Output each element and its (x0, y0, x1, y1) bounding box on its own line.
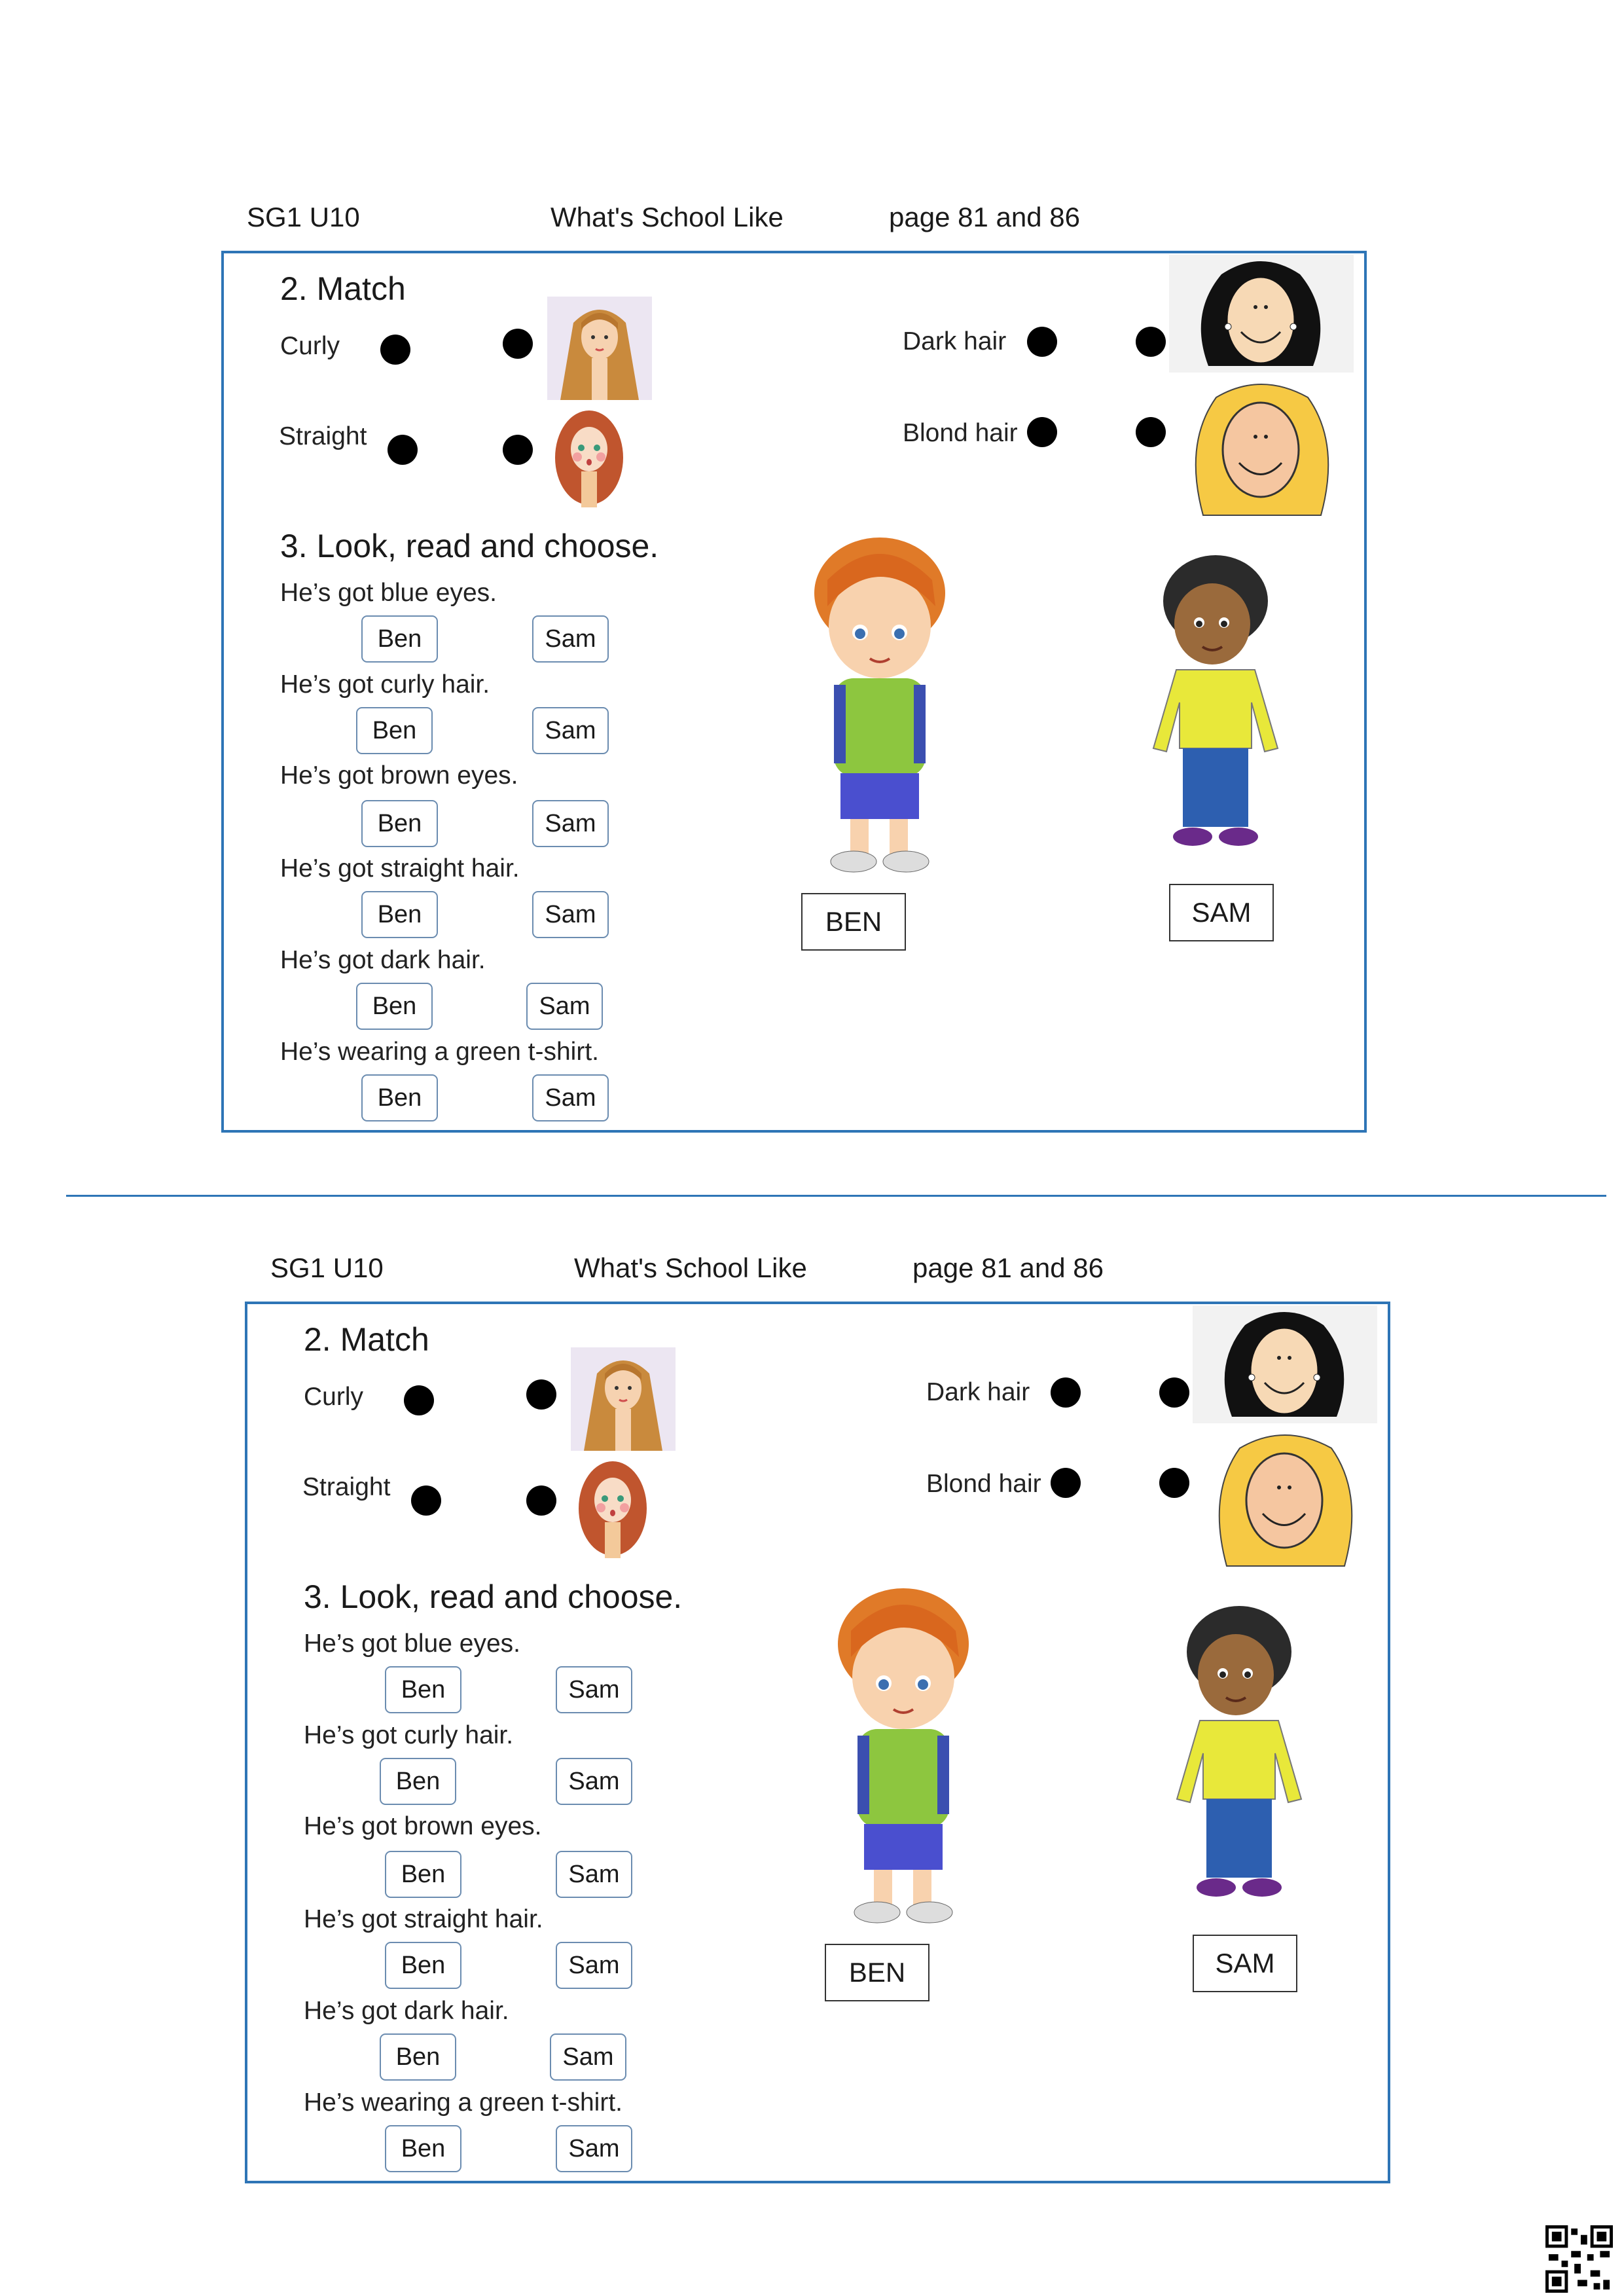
question-text: He’s got curly hair. (304, 1721, 514, 1749)
choice-ben[interactable]: Ben (356, 983, 433, 1030)
choice-ben[interactable]: Ben (385, 1666, 461, 1713)
choose-heading: 3. Look, read and choose. (280, 528, 659, 564)
sam-character-image (1147, 552, 1284, 856)
choice-ben[interactable]: Ben (380, 1758, 456, 1805)
question-text: He’s got brown eyes. (304, 1812, 542, 1840)
match-dot[interactable] (404, 1385, 434, 1415)
question-text: He’s got curly hair. (280, 670, 490, 699)
question-text: He’s got blue eyes. (280, 579, 497, 607)
match-label-curly: Curly (280, 332, 340, 360)
choice-sam[interactable]: Sam (556, 1666, 632, 1713)
ben-name-label: BEN (825, 1944, 929, 2001)
sam-name-label: SAM (1193, 1935, 1297, 1992)
straight-hair-girl-image (571, 1347, 676, 1451)
ben-name-label: BEN (801, 893, 906, 951)
match-dot[interactable] (503, 435, 533, 465)
choice-sam[interactable]: Sam (532, 800, 609, 847)
match-dot[interactable] (503, 329, 533, 359)
match-dot[interactable] (388, 435, 418, 465)
choose-heading: 3. Look, read and choose. (304, 1578, 683, 1615)
match-dot[interactable] (1027, 417, 1057, 447)
match-dot[interactable] (1051, 1468, 1081, 1498)
choice-sam[interactable]: Sam (532, 891, 609, 938)
worksheet-title: What's School Like (574, 1252, 807, 1283)
straight-hair-girl-image (547, 297, 652, 400)
match-label-blond-hair: Blond hair (903, 419, 1018, 447)
match-dot[interactable] (1136, 327, 1166, 357)
match-label-dark-hair: Dark hair (926, 1378, 1030, 1406)
match-dot[interactable] (1027, 327, 1057, 357)
choice-sam[interactable]: Sam (532, 1074, 609, 1121)
curly-hair-girl-image (572, 1459, 653, 1558)
worksheet-title: What's School Like (550, 202, 784, 232)
match-dot[interactable] (526, 1379, 556, 1410)
blond-hair-woman-image (1207, 1429, 1362, 1570)
question-text: He’s got blue eyes. (304, 1630, 520, 1658)
match-dot[interactable] (380, 335, 410, 365)
cut-line-divider (66, 1195, 1606, 1197)
worksheet (0, 0, 1624, 1112)
match-heading: 2. Match (280, 270, 406, 307)
question-text: He’s got straight hair. (280, 854, 520, 883)
match-dot[interactable] (1159, 1468, 1189, 1498)
choice-sam[interactable]: Sam (532, 615, 609, 663)
match-heading: 2. Match (304, 1321, 429, 1358)
match-label-curly: Curly (304, 1383, 364, 1411)
choice-sam[interactable]: Sam (556, 1758, 632, 1805)
choice-sam[interactable]: Sam (556, 1942, 632, 1989)
worksheet (24, 1051, 1624, 2162)
ben-character-image (779, 1585, 1030, 1932)
unit-code: SG1 U10 (247, 202, 360, 232)
match-label-straight: Straight (302, 1473, 391, 1501)
qr-code-icon (1545, 2225, 1613, 2293)
match-label-straight: Straight (279, 422, 367, 450)
choice-sam[interactable]: Sam (556, 2125, 632, 2172)
choice-ben[interactable]: Ben (380, 2033, 456, 2081)
choice-ben[interactable]: Ben (361, 800, 438, 847)
page-reference: page 81 and 86 (912, 1252, 1104, 1283)
ben-character-image (755, 534, 1006, 881)
sam-name-label: SAM (1169, 884, 1274, 941)
match-label-dark-hair: Dark hair (903, 327, 1007, 355)
unit-code: SG1 U10 (270, 1252, 384, 1283)
curly-hair-girl-image (549, 409, 630, 507)
choice-ben[interactable]: Ben (385, 1851, 461, 1898)
match-dot[interactable] (1136, 417, 1166, 447)
match-label-blond-hair: Blond hair (926, 1470, 1041, 1498)
question-text: He’s got dark hair. (280, 946, 486, 974)
dark-hair-woman-image (1193, 1305, 1377, 1423)
dark-hair-woman-image (1169, 255, 1354, 373)
match-dot[interactable] (1159, 1377, 1189, 1408)
choice-ben[interactable]: Ben (385, 1942, 461, 1989)
choice-sam[interactable]: Sam (526, 983, 603, 1030)
exercise-frame (221, 251, 1367, 1133)
choice-sam[interactable]: Sam (556, 1851, 632, 1898)
choice-ben[interactable]: Ben (361, 615, 438, 663)
choice-ben[interactable]: Ben (361, 1074, 438, 1121)
question-text: He’s got straight hair. (304, 1905, 543, 1933)
choice-sam[interactable]: Sam (532, 707, 609, 754)
question-text: He’s wearing a green t-shirt. (304, 2088, 623, 2117)
match-dot[interactable] (411, 1485, 441, 1516)
question-text: He’s got brown eyes. (280, 761, 518, 790)
sam-character-image (1170, 1603, 1308, 1907)
question-text: He’s wearing a green t-shirt. (280, 1038, 600, 1066)
choice-ben[interactable]: Ben (356, 707, 433, 754)
choice-ben[interactable]: Ben (385, 2125, 461, 2172)
choice-sam[interactable]: Sam (550, 2033, 626, 2081)
match-dot[interactable] (1051, 1377, 1081, 1408)
match-dot[interactable] (526, 1485, 556, 1516)
question-text: He’s got dark hair. (304, 1997, 509, 2025)
choice-ben[interactable]: Ben (361, 891, 438, 938)
page-reference: page 81 and 86 (889, 202, 1080, 232)
blond-hair-woman-image (1183, 378, 1339, 519)
exercise-frame (245, 1302, 1390, 2183)
